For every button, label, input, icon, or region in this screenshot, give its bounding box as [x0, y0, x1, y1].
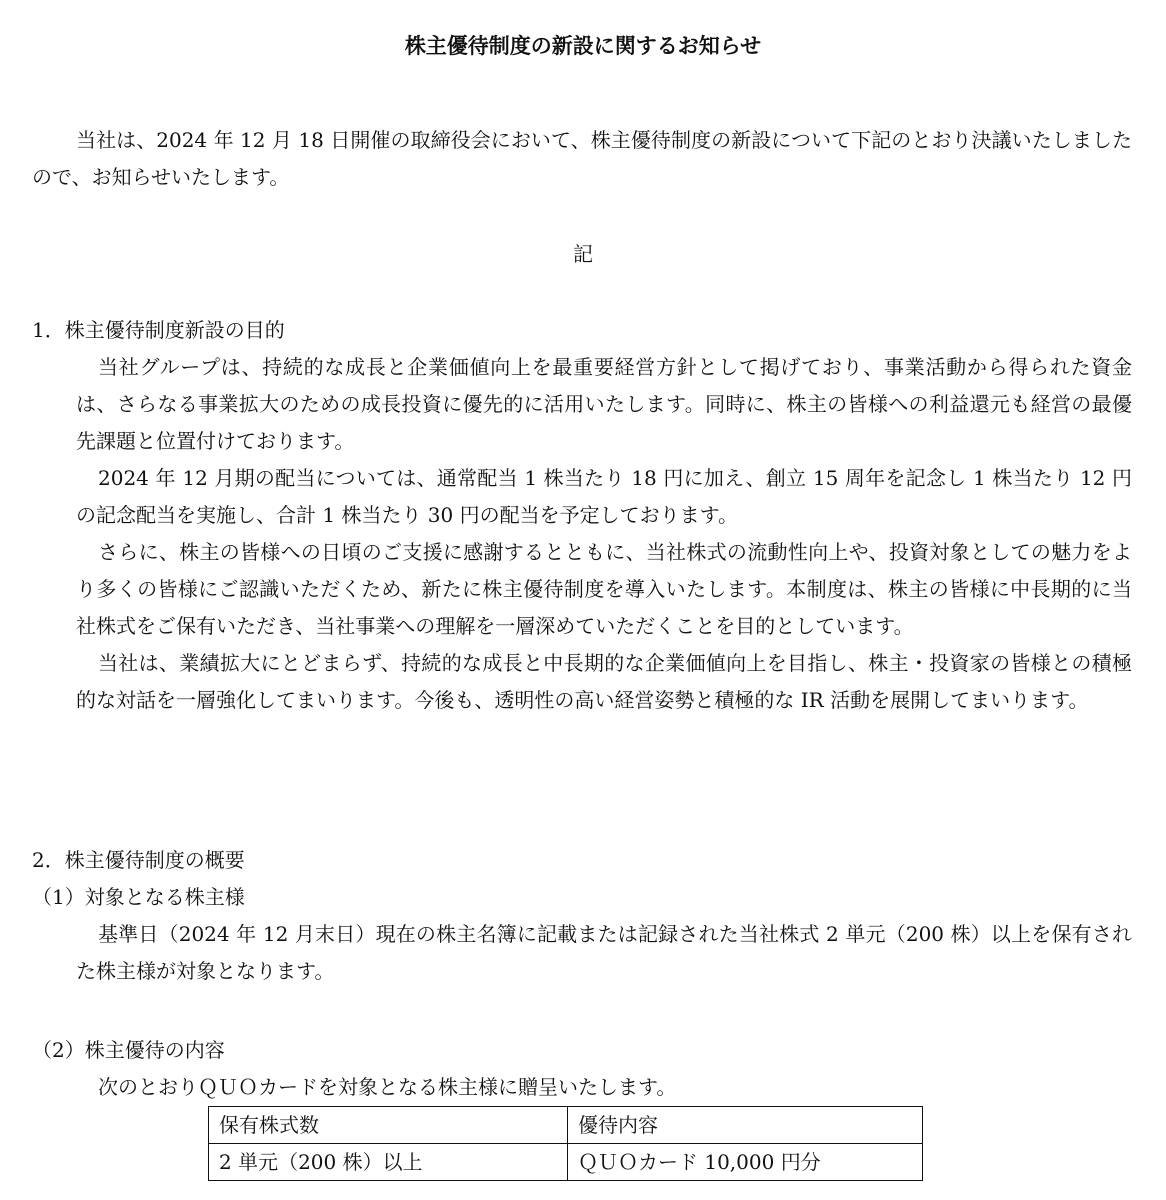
- table-cell: ＱＵＯカード 10,000 円分: [568, 1144, 923, 1181]
- subsection-2: [32, 1032, 1132, 1106]
- subsection-2-heading: （2）株主優待の内容: [32, 1038, 225, 1062]
- table-header-row: [209, 1107, 923, 1144]
- subsection-1-text: 基準日（2024 年 12 月末日）現在の株主名簿に記載または記録された当社株式 2 単元（200 株）以上を保有された株主様が対象となります。: [76, 922, 1132, 983]
- ki-marker: 記: [573, 242, 593, 266]
- section-1-paragraph: 当社グループは、持続的な成長と企業価値向上を最重要経営方針として掲げており、事業活動から得られた資金は、さらなる事業拡大のための成長投資に優先的に活用いたします。同時に、株主の皆様への利益還元も経営の最優先課題と位置付けております。: [76, 355, 1132, 453]
- section-1-paragraph: さらに、株主の皆様への日頃のご支援に感謝するとともに、当社株式の流動性向上や、投資対象としての魅力をより多くの皆様にご認識いただくため、新たに株主優待制度を導入いたします。本制度は、株主の皆様に中長期的に当社株式をご保有いただき、当社事業への理解を一層深めていただくことを目的としています。: [76, 540, 1132, 638]
- subsection-2-text: 次のとおりＱＵＯカードを対象となる株主様に贈呈いたします。: [98, 1075, 677, 1099]
- section-1-heading: 1．株主優待制度新設の目的: [32, 318, 285, 342]
- subsection-1-heading: （1）対象となる株主様: [32, 885, 245, 909]
- section-2: [32, 842, 1132, 990]
- section-1-paragraph: 2024 年 12 月期の配当については、通常配当 1 株当たり 18 円に加え、創立 15 周年を記念し 1 株当たり 12 円の記念配当を実施し、合計 1 株当たり 30 円の配当を予定しております。: [76, 466, 1132, 527]
- section-1-paragraph: 当社は、業績拡大にとどまらず、持続的な成長と中長期的な企業価値向上を目指し、株主・投資家の皆様との積極的な対話を一層強化してまいります。今後も、透明性の高い経営姿勢と積極的な IR 活動を展開してまいります。: [76, 651, 1132, 712]
- document-title: 株主優待制度の新設に関するお知らせ: [404, 33, 762, 58]
- intro-paragraph: 当社は、2024 年 12 月 18 日開催の取締役会において、株主優待制度の新設について下記のとおり決議いたしましたので、お知らせいたします。: [32, 128, 1132, 189]
- table-header-cell: 優待内容: [568, 1107, 923, 1144]
- table-cell: 2 単元（200 株）以上: [209, 1144, 568, 1181]
- benefit-table-wrapper: [208, 1106, 923, 1181]
- benefit-table: [208, 1106, 923, 1181]
- table-header-cell: 保有株式数: [209, 1107, 568, 1144]
- section-2-heading: 2．株主優待制度の概要: [32, 848, 245, 872]
- section-1: [32, 312, 1132, 719]
- table-row: [209, 1144, 923, 1181]
